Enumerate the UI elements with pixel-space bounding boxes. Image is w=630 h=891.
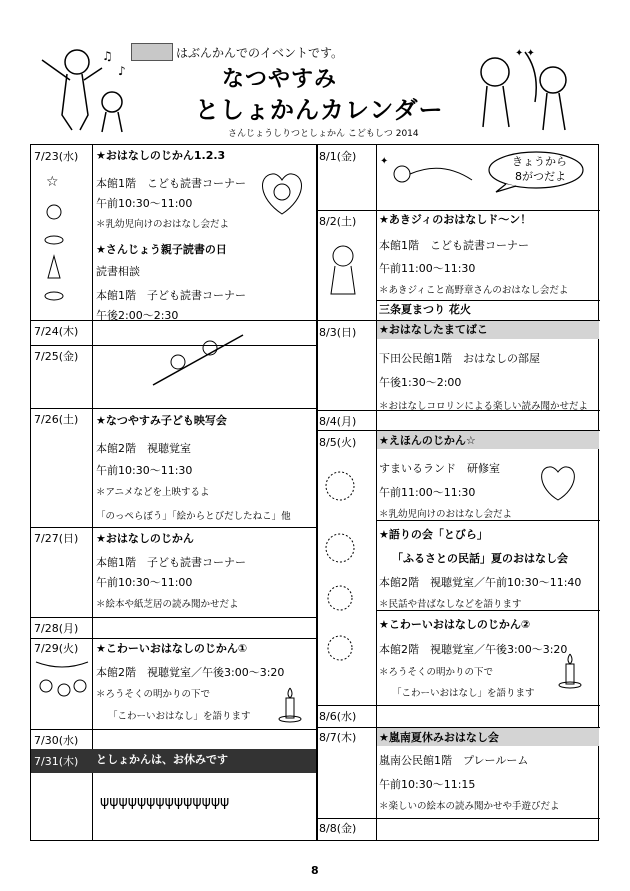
- event-note: ＊アニメなどを上映するよ: [96, 487, 210, 498]
- candle-icon: [557, 652, 583, 692]
- event-place: 本館1階 こども読書コーナー: [96, 177, 246, 190]
- legend-text: はぶんかんでのイベントです。: [176, 46, 344, 60]
- event-title: ★語りの会「とびら」: [379, 528, 488, 541]
- svg-text:ψψψψψψψψψψψψψψ: ψψψψψψψψψψψψψψ: [100, 794, 230, 810]
- event-note: ＊ろうそくの明かりの下で: [96, 689, 211, 700]
- svg-text:♪: ♪: [118, 64, 126, 78]
- date-0725: 7/25(金): [34, 350, 79, 363]
- event-place: 下田公民館1階 おはなしの部屋: [379, 352, 540, 365]
- event-title: ★おはなしたまてばこ: [379, 323, 488, 336]
- svg-text:☆: ☆: [46, 174, 59, 190]
- event-title: ★おはなしのじかん: [96, 532, 194, 545]
- page-title-line2: としょかんカレンダー: [195, 96, 444, 124]
- svg-text:✦: ✦: [380, 156, 389, 167]
- legend-swatch: [131, 43, 173, 61]
- date-0804: 8/4(月): [319, 415, 357, 428]
- event-place: 本館1階 子ども読書コーナー: [96, 289, 246, 302]
- event-title: ★えほんのじかん☆: [379, 434, 476, 447]
- date-0806: 8/6(水): [319, 710, 357, 723]
- swimming-child-icon: [372, 150, 482, 200]
- event-note: ＊楽しいの絵本の読み聞かせや手遊びだよ: [379, 801, 560, 812]
- bubble-text: きょうから: [512, 155, 567, 168]
- page-title-line1: なつやすみ: [222, 67, 338, 92]
- event-place: 本館1階 こども読書コーナー: [379, 239, 529, 252]
- date-0727: 7/27(日): [34, 532, 79, 545]
- closed-notice: としょかんは、お休みです: [96, 753, 228, 766]
- bubble-text: 8がつだよ: [515, 170, 566, 183]
- event-title: ★あきジィのおはなしド～ン！: [379, 213, 532, 226]
- date-0807: 8/7(木): [319, 731, 357, 744]
- event-place: 本館1階 子ども読書コーナー: [96, 556, 246, 569]
- event-time: 午前10:30～11:00: [96, 197, 193, 210]
- date-0723: 7/23(水): [34, 150, 79, 163]
- event-time: 午前10:30～11:15: [379, 778, 476, 791]
- date-0731: 7/31(木): [34, 755, 79, 768]
- event-subtitle: 「ふるさとの民話」夏のおはなし会: [392, 552, 568, 565]
- date-0724: 7/24(木): [34, 325, 79, 338]
- candle-icon: [277, 686, 303, 724]
- event-note: ＊絵本や紙芝居の読み聞かせだよ: [96, 599, 239, 610]
- event-note: ＊おはなしコロリンによる楽しい読み聞かせだよ: [379, 401, 589, 412]
- children-party-icon: [34, 656, 90, 712]
- event-place: 本館2階 視聴覚室: [96, 442, 191, 455]
- event-note: ＊乳幼児向けのおはなし会だよ: [379, 509, 513, 520]
- event-place: すまいるランド 研修室: [379, 462, 500, 475]
- event-time: 午前11:00～11:30: [379, 262, 476, 275]
- event-text: 読書相談: [96, 265, 140, 278]
- fireworks-icon: [322, 468, 358, 678]
- event-title: ★なつやすみ子ども映写会: [96, 414, 227, 427]
- event-time: 午前10:30～11:00: [96, 576, 193, 589]
- grass-border-icon: [100, 790, 285, 812]
- event-title: ★おはなしのじかん1.2.3: [96, 149, 226, 162]
- event-place-time: 本館2階 視聴覚室／午後3:00～3:20: [379, 643, 568, 656]
- svg-text:♫: ♫: [102, 49, 113, 63]
- smiley-heart-icon: [258, 168, 306, 218]
- date-0802: 8/2(土): [319, 215, 357, 228]
- event-title: ★さんじょう親子読書の日: [96, 243, 227, 256]
- event-title: ★嵐南夏休みおはなし会: [379, 731, 499, 744]
- date-0801: 8/1(金): [319, 150, 357, 163]
- event-place-time: 本館2階 視聴覚室／午後3:00～3:20: [96, 666, 285, 679]
- date-0726: 7/26(土): [34, 413, 79, 426]
- space-stickers-icon: [44, 168, 66, 308]
- date-0729: 7/29(火): [34, 642, 79, 655]
- event-note: ＊民話や昔ばなしなどを語ります: [379, 599, 522, 610]
- event-note: ＊あきジィこと高野章さんのおはなし会だよ: [379, 285, 569, 296]
- event-note: ＊ろうそくの明かりの下で: [379, 667, 494, 678]
- date-0730: 7/30(水): [34, 734, 79, 747]
- svg-text:✦ ✦: ✦ ✦: [515, 48, 535, 59]
- event-place: 嵐南公民館1階 プレールーム: [379, 754, 529, 767]
- date-0805: 8/5(火): [319, 436, 357, 449]
- date-0808: 8/8(金): [319, 822, 357, 835]
- event-note: 「こわーいおはなし」を語ります: [108, 711, 251, 722]
- event-time: 午後2:00～2:30: [96, 309, 179, 322]
- event-time: 午前10:30～11:30: [96, 464, 193, 477]
- event-time: 午後1:30～2:00: [379, 376, 462, 389]
- page-number: 8: [311, 864, 319, 877]
- event-place-time: 本館2階 視聴覚室／午前10:30～11:40: [379, 576, 582, 589]
- girl-icon: [325, 240, 361, 298]
- kids-playing-illustration: [465, 42, 585, 134]
- event-title: ★こわーいおはなしのじかん②: [379, 618, 531, 631]
- date-0803: 8/3(日): [319, 326, 357, 339]
- event-note: ＊乳幼児向けのおはなし会だよ: [96, 219, 230, 230]
- kids-singing-illustration: [22, 40, 132, 135]
- event-time: 午前11:00～11:30: [379, 486, 476, 499]
- smiley-heart-icon: [538, 462, 578, 502]
- event-title: ★こわーいおはなしのじかん①: [96, 642, 248, 655]
- children-sliding-icon: [148, 330, 248, 390]
- subtitle: さんじょうしりつとしょかん こどもしつ 2014: [228, 129, 419, 139]
- event-note: 「こわーいおはなし」を語ります: [392, 688, 535, 699]
- event-title: 三条夏まつり 花火: [379, 303, 471, 316]
- event-note: 「のっぺらぼう」「絵からとびだしたねこ」他: [96, 511, 291, 522]
- date-0728: 7/28(月): [34, 622, 79, 635]
